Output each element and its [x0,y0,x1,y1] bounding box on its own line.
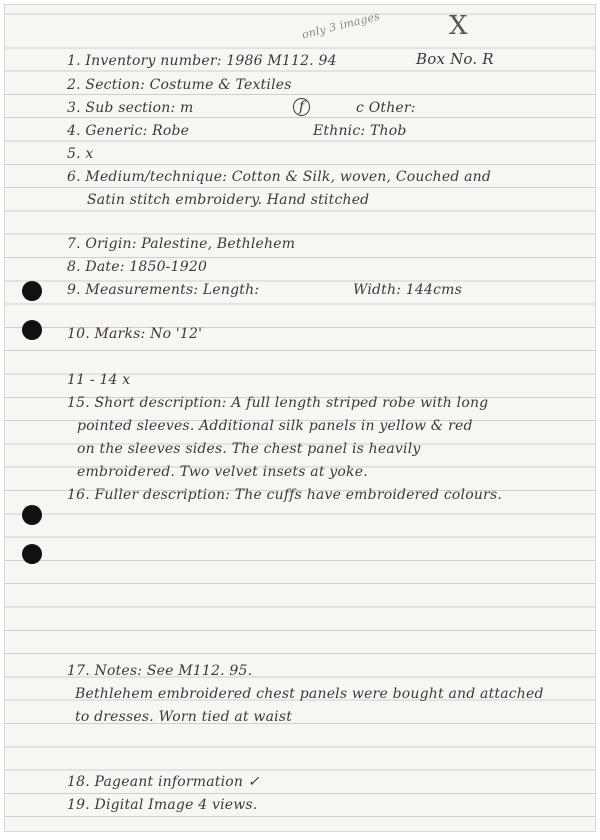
top-note: only 3 images [300,9,382,42]
lined-paper-sheet [4,4,596,832]
line-inventory-number: 1. Inventory number: 1986 M112. 94 [67,53,337,69]
line-notes-2: Bethlehem embroidered chest panels were bought and attached [75,686,544,702]
line-measurements: 9. Measurements: Length: [67,282,260,298]
line-ethnic: Ethnic: Thob [313,123,407,139]
line-5: 5. x [67,146,94,162]
punch-hole-3 [22,505,42,525]
line-generic: 4. Generic: Robe [67,123,190,139]
line-digital-image: 19. Digital Image 4 views. [67,797,258,813]
punch-hole-4 [22,544,42,564]
punch-hole-1 [22,281,42,301]
line-medium-technique-cont: Satin stitch embroidery. Hand stitched [87,192,370,208]
line-short-description-4: embroidered. Two velvet insets at yoke. [77,464,368,480]
line-section: 2. Section: Costume & Textiles [67,77,292,93]
line-short-description-2: pointed sleeves. Additional silk panels in yellow & red [77,418,473,434]
line-11-14: 11 - 14 x [67,372,131,388]
punch-hole-2 [22,320,42,340]
line-date: 8. Date: 1850-1920 [67,259,208,275]
line-sub-section: 3. Sub section: m [67,100,194,116]
corner-x-mark: X [449,11,468,41]
line-width: Width: 144cms [353,282,463,298]
line-notes-3: to dresses. Worn tied at waist [75,709,293,725]
line-fuller-description: 16. Fuller description: The cuffs have embroidered colours. [67,487,502,503]
line-short-description: 15. Short description: A full length striped robe with long [67,395,489,411]
line-pageant-information: 18. Pageant information ✓ [67,774,260,790]
box-number: Box No. R [416,50,494,68]
line-medium-technique: 6. Medium/technique: Cotton & Silk, woven, Couched and [67,169,492,185]
line-marks: 10. Marks: No '12' [67,326,203,342]
sub-section-circled-option: f [293,98,310,116]
line-sub-section-other: c Other: [356,100,416,116]
line-short-description-3: on the sleeves sides. The chest panel is heavily [77,441,421,457]
line-notes: 17. Notes: See M112. 95. [67,663,253,679]
line-origin: 7. Origin: Palestine, Bethlehem [67,236,296,252]
